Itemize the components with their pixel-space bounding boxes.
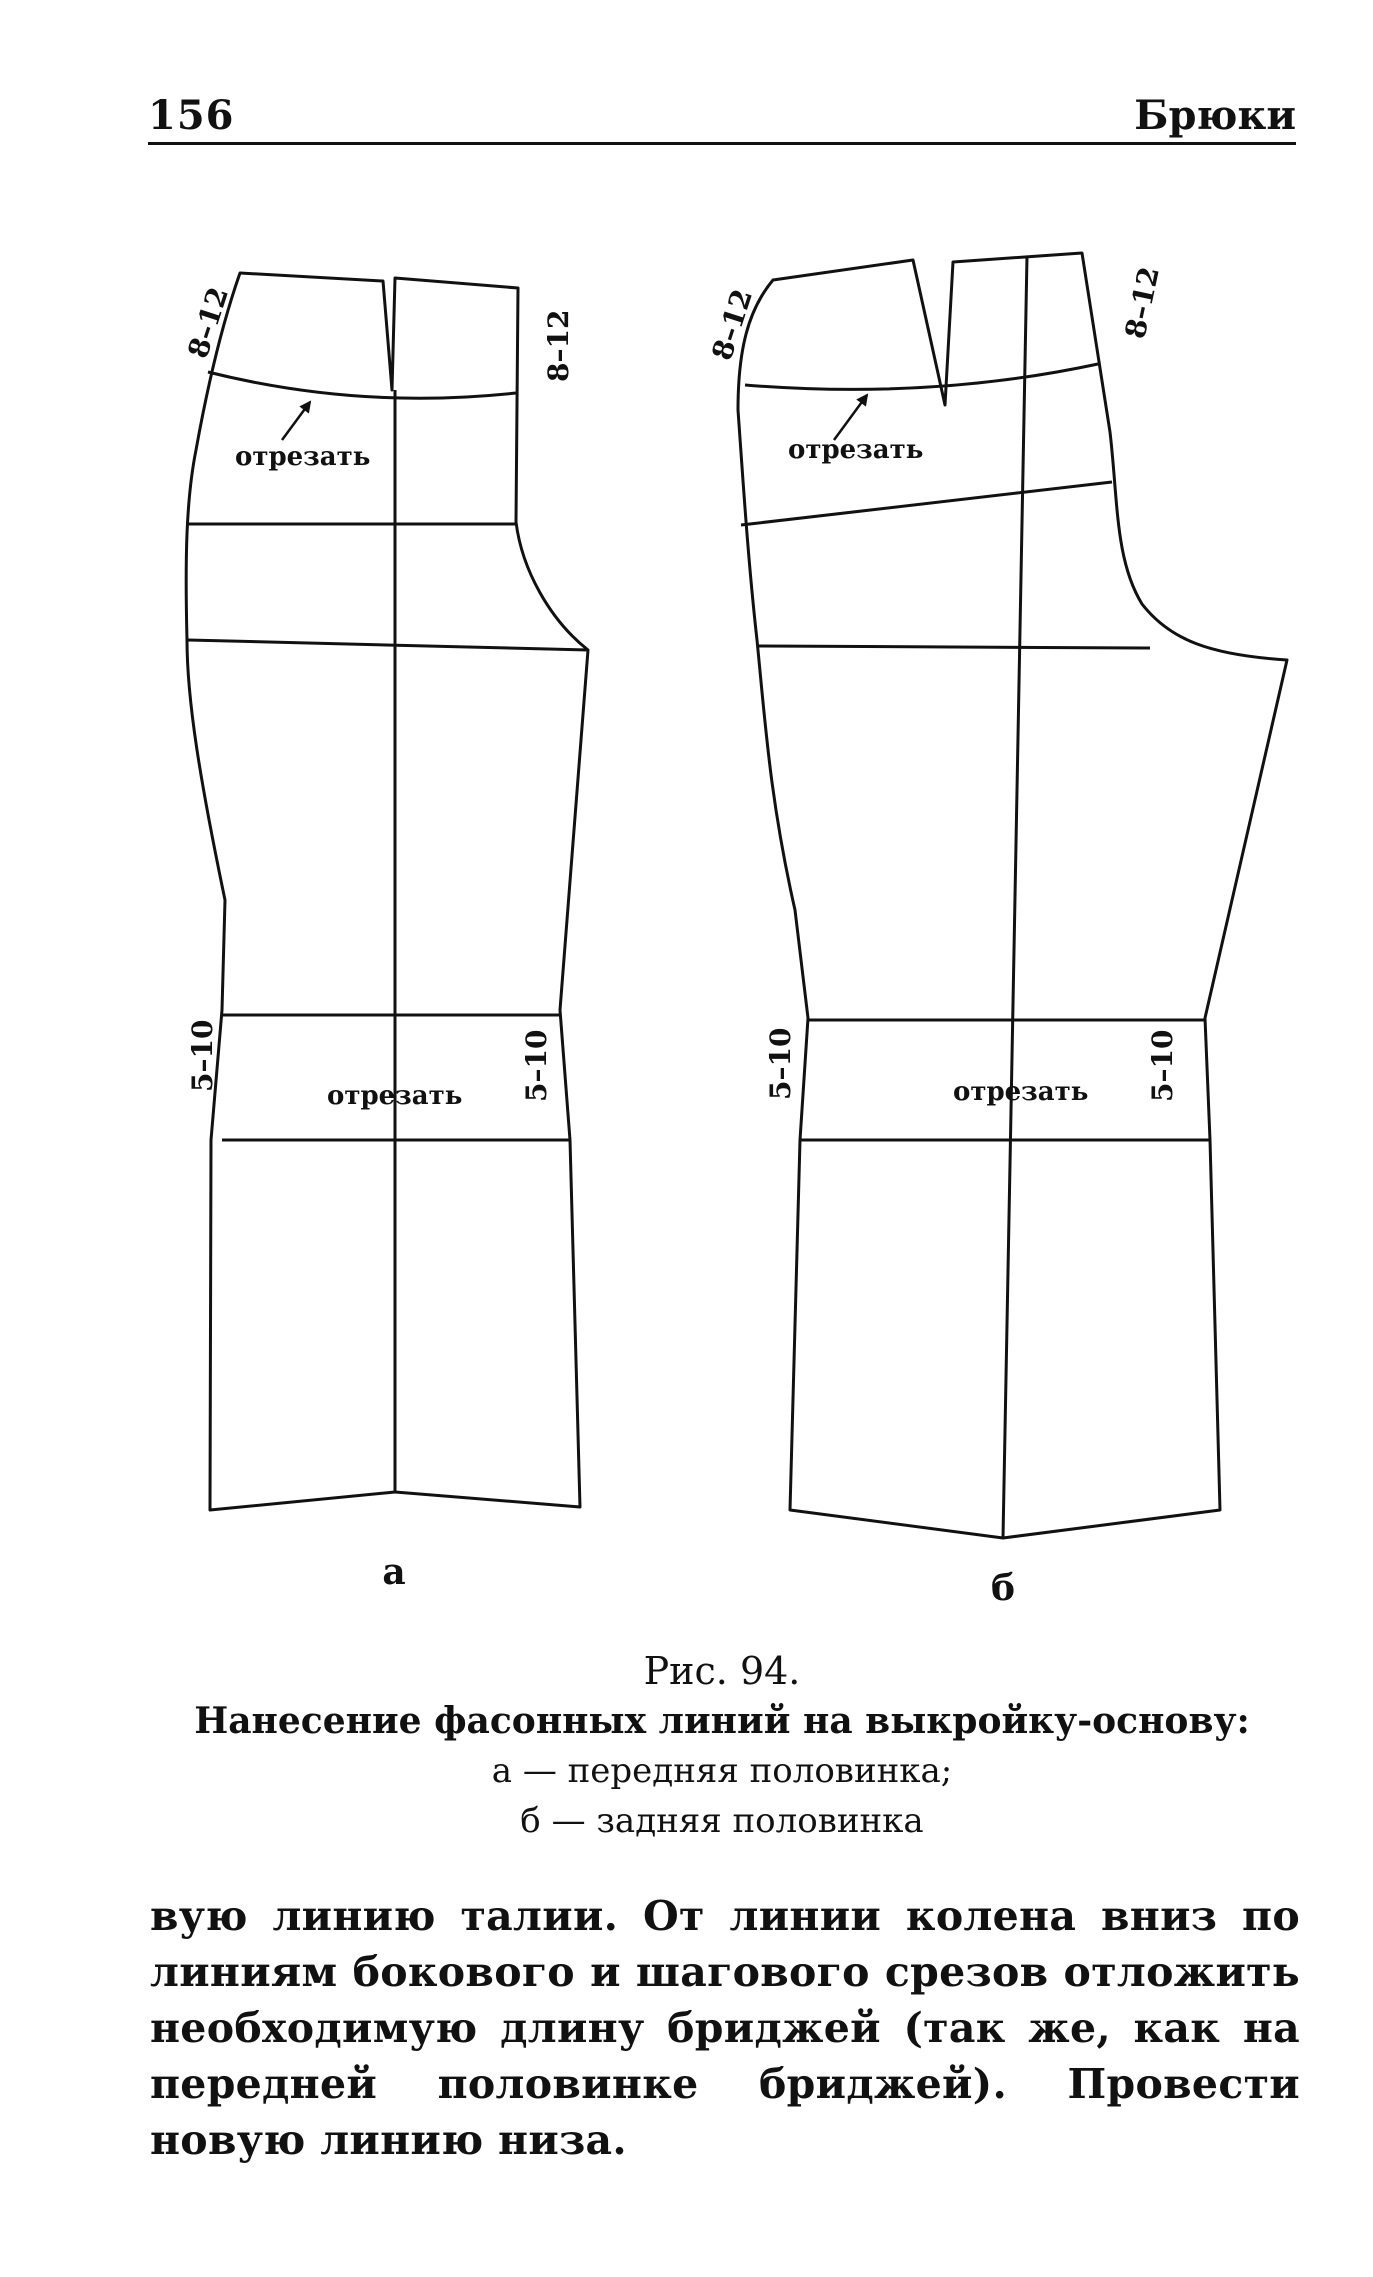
panel-a-letter: а xyxy=(382,1551,406,1593)
caption-title: Рис. 94. xyxy=(643,1649,801,1693)
panel-b-seat-line xyxy=(757,646,1150,648)
panel-b-letter: б xyxy=(990,1567,1016,1609)
panel-a-top-cut-line xyxy=(208,372,516,398)
panel-a-seat-line xyxy=(188,640,588,650)
caption-description: Нанесение фасонных линий на выкройку-основу: xyxy=(194,1700,1250,1742)
panel-a-knee-cut-label: отрезать xyxy=(327,1081,463,1111)
panel-b-cut-arrow xyxy=(834,395,867,440)
panel-a-dim-knee-right: 5–10 xyxy=(520,1029,553,1102)
page-number: 156 xyxy=(148,92,235,139)
panel-a-dim-knee-left: 5–10 xyxy=(186,1019,219,1092)
panel-b-hip-line xyxy=(741,482,1112,525)
panel-b-knee-cut-label: отрезать xyxy=(953,1077,1089,1107)
panel-a-cut-arrow xyxy=(282,402,310,440)
panel-b-dim-knee-right: 5–10 xyxy=(1146,1029,1179,1102)
panel-a-dim-top-right: 8–12 xyxy=(542,309,575,382)
panel-b-dim-top-right: 8–12 xyxy=(1118,263,1166,342)
running-head: Брюки xyxy=(1134,92,1296,139)
panel-b-top-cut-line xyxy=(745,364,1098,389)
caption-item-b: б — задняя половинка xyxy=(520,1801,924,1841)
panel-b-crease-line xyxy=(1003,256,1027,1538)
panel-b-top-cut-label: отрезать xyxy=(788,435,924,465)
panel-b-dim-knee-left: 5–10 xyxy=(764,1027,797,1100)
panel-a-dim-top-left: 8–12 xyxy=(181,283,236,363)
panel-b-dim-top-left: 8–12 xyxy=(705,285,760,365)
figure-caption xyxy=(148,1646,1296,1846)
panel-a-top-cut-label: отрезать xyxy=(235,442,371,472)
body-paragraph: вую линию талии. От линии колена вниз по линиям бокового и шагового срезов отложить необходимую длину бриджей (так же, как на передней половинке бриджей). Провести новую линию низа. xyxy=(150,1892,1300,2164)
caption-item-a: а — передняя половинка; xyxy=(491,1751,953,1791)
